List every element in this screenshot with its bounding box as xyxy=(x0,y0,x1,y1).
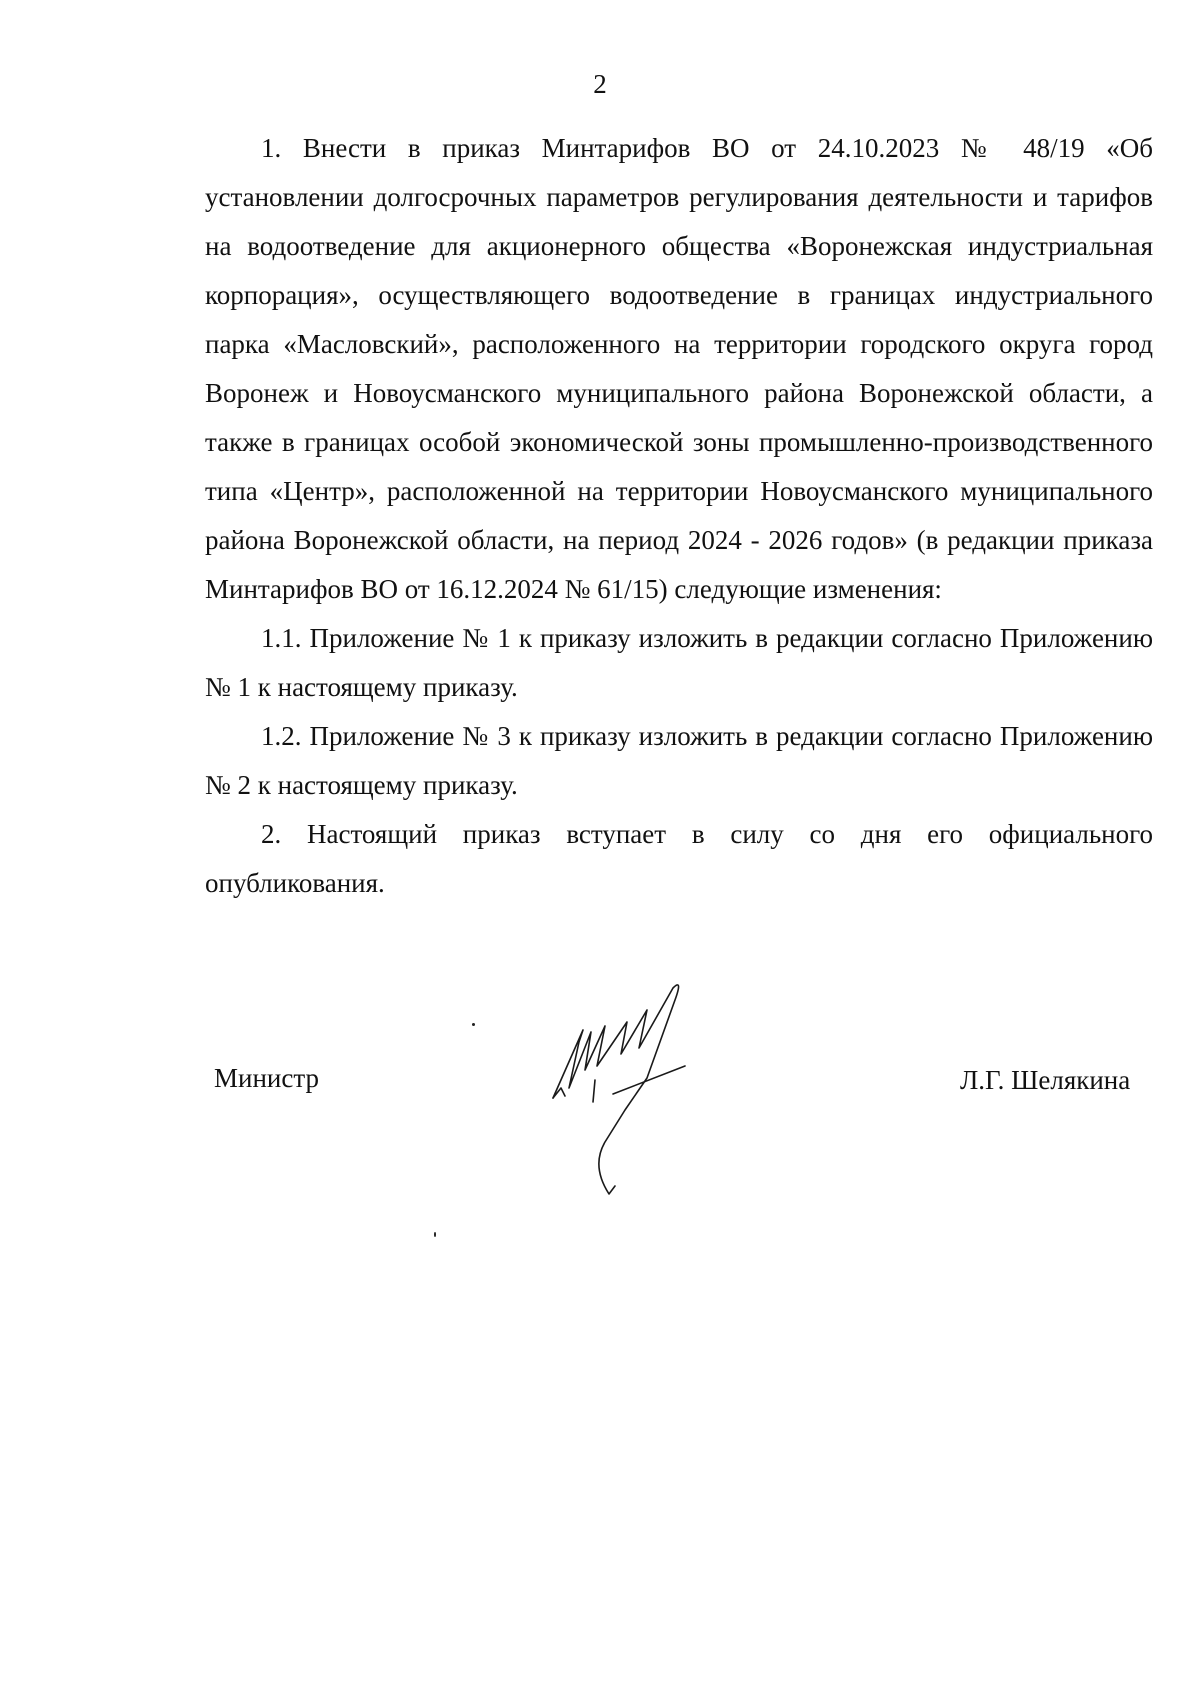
signatory-role: Министр xyxy=(214,1063,319,1093)
signatory-name: Л.Г. Шелякина xyxy=(960,1065,1131,1095)
paragraph-1-1: 1.1. Приложение № 1 к приказу изложить в редакции согласно Приложению № 1 к настоящему приказу. xyxy=(205,623,1153,702)
page-number: 2 xyxy=(593,69,607,99)
document-body xyxy=(205,124,1153,908)
scan-speck xyxy=(472,1023,475,1026)
paragraph-1-2: 1.2. Приложение № 3 к приказу изложить в редакции согласно Приложению № 2 к настоящему приказу. xyxy=(205,721,1153,800)
paragraph-2: 2. Настоящий приказ вступает в силу со дня его официального опубликования. xyxy=(205,819,1153,898)
scan-speck xyxy=(434,1232,436,1237)
paragraph-1: 1. Внести в приказ Минтарифов ВО от 24.10.2023 № 48/19 «Об установлении долгосрочных параметров регулирования деятельности и тарифов на водоотведение для акционерного общества «Воронежская индустриальная корпорация», осуществляющего водоотведение в границах индустриального парка «Масловский», расположенного на территории городского округа город Воронеж и Новоусманского муниципального района Воронежской области, а также в границах особой экономической зоны промышленно-производственного типа «Центр», расположенной на территории Новоусманского муниципального района Воронежской области, на период 2024 - 2026 годов» (в редакции приказа Минтарифов ВО от 16.12.2024 № 61/15) следующие изменения: xyxy=(205,133,1153,604)
handwritten-signature xyxy=(535,970,715,1210)
